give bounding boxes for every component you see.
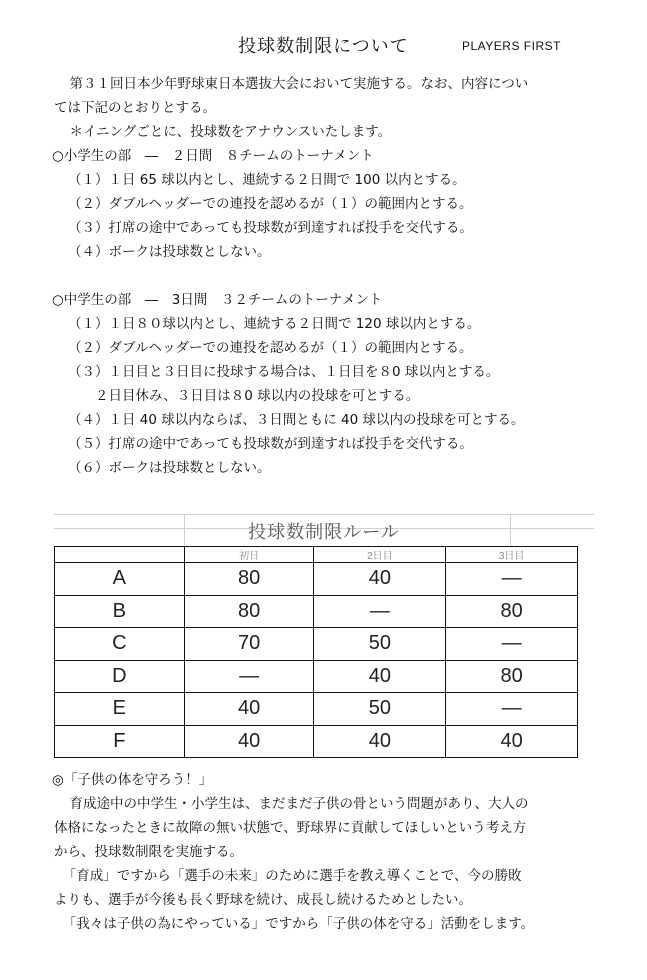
elementary-heading: ○小学生の部 ― ２日間 ８チームのトーナメント (52, 148, 374, 164)
table-row (55, 660, 578, 693)
table-row (55, 725, 578, 758)
value-cell: ― (446, 628, 578, 661)
header-cell: 3日目 (446, 547, 578, 563)
pattern-cell: A (55, 563, 185, 596)
value-cell: 80 (184, 563, 314, 596)
closing-line: よりも、選手が今後も長く野球を続け、成長し続けるためとしたい。 (54, 892, 472, 908)
table-row (55, 595, 578, 628)
header-cell (55, 547, 185, 563)
elementary-rule: （４）ボークは投球数としない。 (68, 244, 271, 260)
value-cell: 80 (184, 595, 314, 628)
table-row (55, 563, 578, 596)
brand-label: PLAYERS FIRST (462, 39, 561, 53)
table-header-row (55, 547, 578, 563)
pattern-cell: F (55, 725, 185, 758)
header-cell: 2日目 (314, 547, 446, 563)
pattern-cell: B (55, 595, 185, 628)
table-row (55, 628, 578, 661)
intro-line: 第３１回日本少年野球東日本選抜大会において実施する。なお、内容につい (56, 76, 529, 92)
value-cell: 40 (184, 693, 314, 726)
value-cell: 70 (184, 628, 314, 661)
value-cell: 50 (314, 693, 446, 726)
value-cell: 40 (446, 725, 578, 758)
value-cell: 40 (314, 660, 446, 693)
junior-rule: （６）ボークは投球数としない。 (68, 460, 271, 476)
pattern-cell: C (55, 628, 185, 661)
table-title: 投球数制限ルール (248, 522, 400, 543)
value-cell: 40 (184, 725, 314, 758)
elementary-rule: （３）打席の途中であっても投球数が到達すれば投手を交代する。 (68, 220, 473, 236)
intro-line: ては下記のとおりとする。 (54, 100, 216, 116)
value-cell: ― (314, 595, 446, 628)
junior-rule: （１）１日８０球以内とし、連続する２日間で 120 球以内とする。 (68, 316, 481, 332)
elementary-rule: （２）ダブルヘッダーでの連投を認めるが（１）の範囲内とする。 (68, 196, 473, 212)
closing-line: から、投球数制限を実施する。 (54, 844, 243, 860)
intro-line: ＊イニングごとに、投球数をアナウンスいたします。 (56, 124, 392, 140)
pattern-cell: D (55, 660, 185, 693)
pattern-cell: E (55, 693, 185, 726)
closing-line: 育成途中の中学生・小学生は、まだまだ子供の骨という問題があり、大人の (56, 796, 529, 812)
junior-rule: ２日目休み、３日目は８0 球以内の投球を可とする。 (68, 388, 420, 404)
value-cell: 50 (314, 628, 446, 661)
pitch-limit-table-block (54, 514, 594, 754)
value-cell: 80 (446, 595, 578, 628)
table-title-row (54, 514, 594, 546)
closing-line: 「育成」ですから「選手の未来」のために選手を教え導くことで、今の勝敗 (56, 868, 522, 884)
value-cell: ― (184, 660, 314, 693)
value-cell: ― (446, 693, 578, 726)
value-cell: 40 (314, 725, 446, 758)
page-title: 投球数制限について (238, 36, 409, 57)
junior-heading: ○中学生の部 ― 3日間 ３２チームのトーナメント (52, 292, 383, 308)
closing-heading: ◎「子供の体を守ろう！」 (52, 772, 213, 788)
closing-line: 「我々は子供の為にやっている」ですから「子供の体を守る」活動をします。 (56, 916, 535, 932)
junior-rule: （４）１日 40 球以内ならば、３日間ともに 40 球以内の投球を可とする。 (68, 412, 525, 428)
junior-rule: （２）ダブルヘッダーでの連投を認めるが（１）の範囲内とする。 (68, 340, 473, 356)
pitch-limit-table (54, 546, 578, 758)
junior-rule: （３）１日目と３日目に投球する場合は、１日目を８0 球以内とする。 (68, 364, 500, 380)
value-cell: 80 (446, 660, 578, 693)
closing-line: 体格になったときに故障の無い状態で、野球界に貢献してほしいという考え方 (54, 820, 527, 836)
grid-line (54, 514, 594, 515)
header-cell: 初日 (184, 547, 314, 563)
title-row (0, 32, 647, 60)
value-cell: ― (446, 563, 578, 596)
table-row (55, 693, 578, 726)
value-cell: 40 (314, 563, 446, 596)
junior-rule: （５）打席の途中であっても投球数が到達すれば投手を交代する。 (68, 436, 473, 452)
elementary-rule: （１）１日 65 球以内とし、連続する２日間で 100 以内とする。 (68, 172, 466, 188)
